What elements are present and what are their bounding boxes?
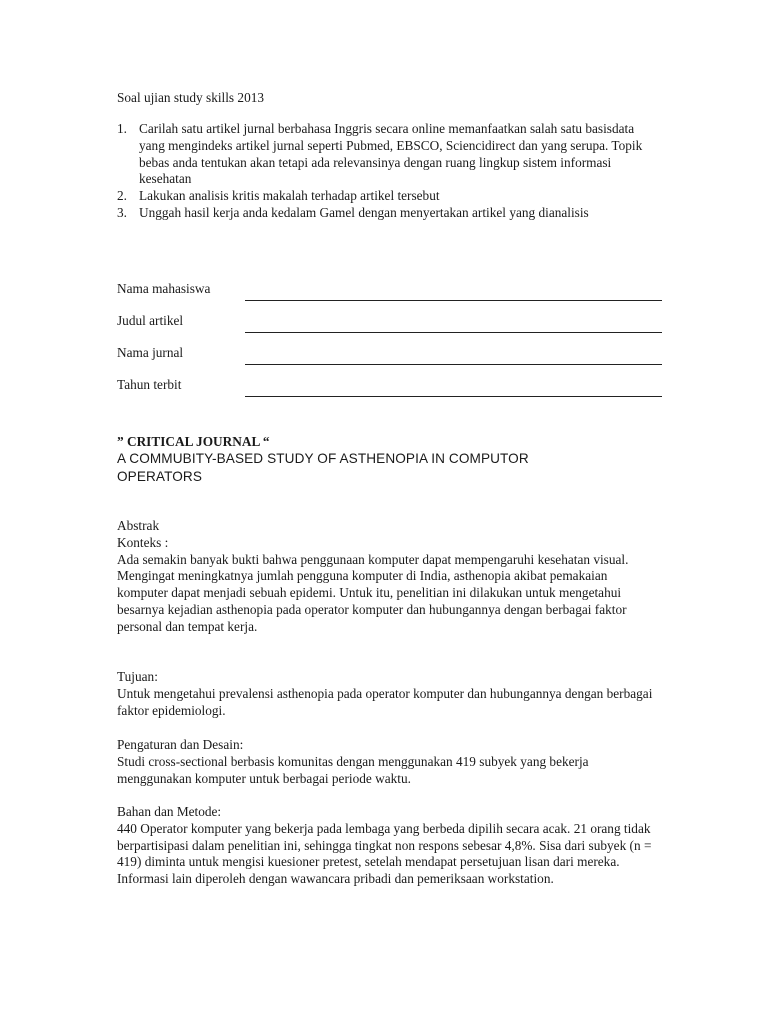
field-label: Judul artikel [117,313,184,328]
list-item [117,188,647,205]
section-label: Bahan dan Metode: [117,804,222,819]
section-text: Ada semakin banyak bukti bahwa penggunaan komputer dapat mempengaruhi kesehatan visual. Mengingat meningkatnya jumlah pengguna komputer di India, asthenopia akibat pemakaian komputer dapat menjadi sebuah epidemi. Untuk itu, penelitian ini dilakukan untuk mengetahui besarnya kejadian asthenopia pada operator komputer dan hubungannya dengan berbagai faktor personal dan tempat kerja. [117,551,629,634]
article-title: A COMMUBITY-BASED STUDY OF ASTHENOPIA IN COMPUTOR OPERATORS [117,451,529,484]
student-name-field [117,280,662,304]
list-item [117,205,647,222]
list-item-number: 2. [117,188,127,204]
task-list [117,121,647,222]
section-text: 440 Operator komputer yang bekerja pada lembaga yang berbeda dipilih secara acak. 21 orang tidak berpartisipasi dalam penelitian ini, sehingga tingkat non respons sebesar 4,8%. Sisa dari subyek (n = 419) diminta untuk mengisi kuesioner pretest, setelah mendapat persetujuan lisan dari mereka. Informasi lain diperoleh dengan wawancara pribadi dan pemeriksaan workstation. [117,820,652,887]
abstract-bahan-section [117,804,657,888]
list-item-text: Carilah satu artikel jurnal berbahasa Inggris secara online memanfaatkan salah satu basisdata yang mengindeks artikel jurnal seperti Pubmed, EBSCO, Sciencidirect dan yang serupa. Topik bebas anda tentukan akan tetapi ada relevansinya dengan ruang lingkup sistem informasi kesehatan [139,121,643,187]
list-item-number: 3. [117,204,127,220]
fill-in-line [245,332,662,333]
publication-year-field [117,376,662,400]
abstract-pengaturan-section [117,737,657,787]
list-item-number: 1. [117,121,127,136]
list-item [117,121,647,188]
fill-in-line [245,396,662,397]
abstract-tujuan-section [117,669,657,719]
field-label: Tahun terbit [117,377,182,392]
journal-name-field [117,344,662,368]
field-label: Nama jurnal [117,345,184,360]
critical-journal-title: ” CRITICAL JOURNAL “ [117,434,270,449]
section-label: Konteks : [117,534,169,550]
list-item-text: Unggah hasil kerja anda kedalam Gamel dengan menyertakan artikel yang dianalisis [139,204,589,220]
abstract-konteks-section [117,518,657,636]
article-title-field [117,312,662,336]
section-text: Untuk mengetahui prevalensi asthenopia pada operator komputer dan hubungannya dengan berbagai faktor epidemiologi. [117,685,653,718]
abstract-label: Abstrak [117,518,160,533]
section-text: Studi cross-sectional berbasis komunitas dengan menggunakan 419 subyek yang bekerja menggunakan komputer untuk berbagai periode waktu. [117,753,589,786]
exam-heading: Soal ujian study skills 2013 [117,90,265,105]
fill-in-line [245,364,662,365]
section-label: Tujuan: [117,669,158,684]
section-label: Pengaturan dan Desain: [117,737,244,752]
fill-in-line [245,300,662,301]
list-item-text: Lakukan analisis kritis makalah terhadap artikel tersebut [139,188,440,204]
field-label: Nama mahasiswa [117,281,211,296]
